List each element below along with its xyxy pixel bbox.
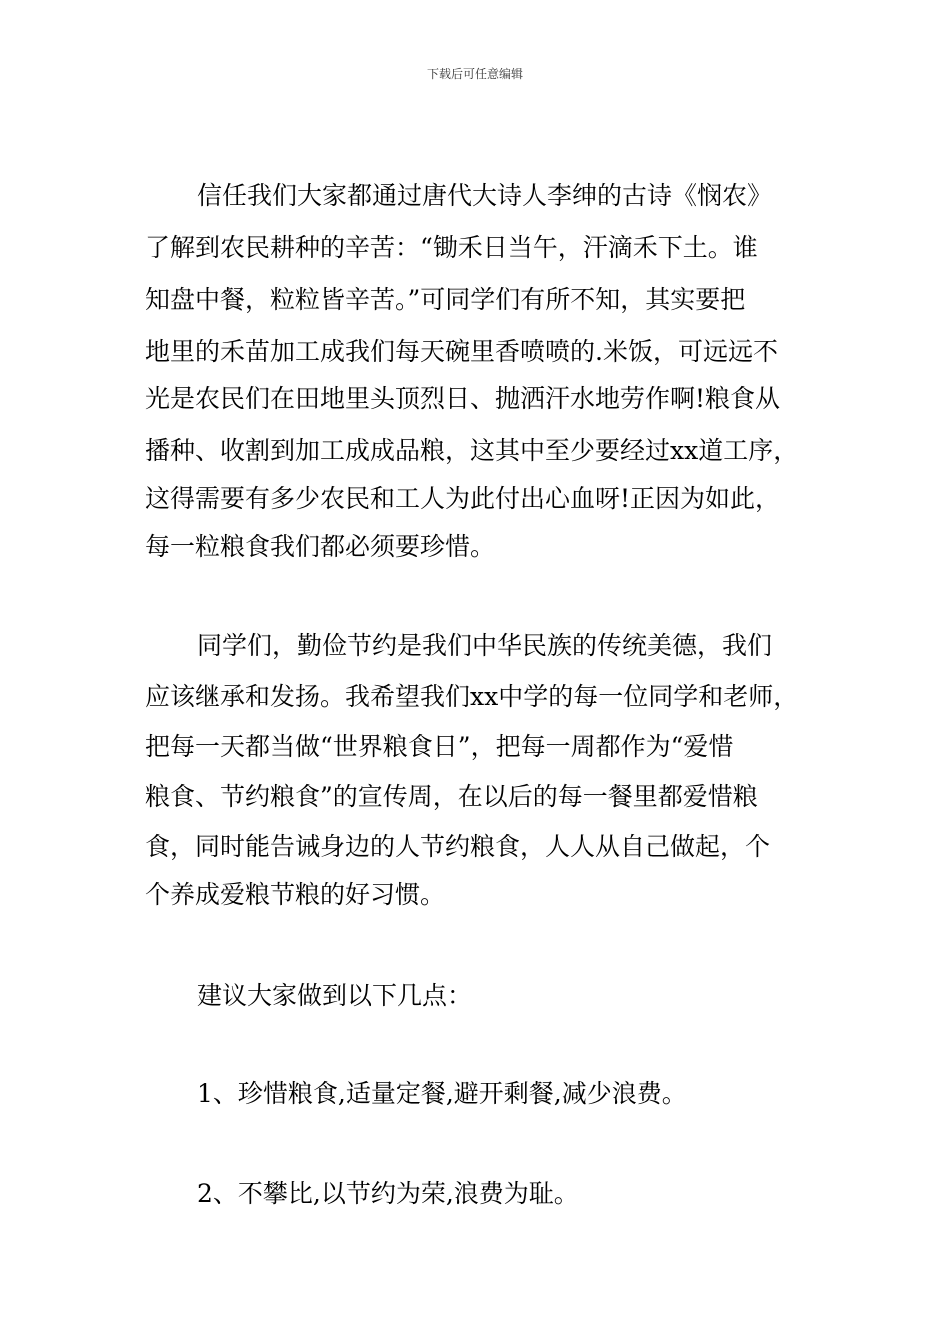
paragraph-line: 光是农民们在田地里头顶烈日、抛洒汗水地劳作啊!粮食从 [145, 384, 781, 413]
paragraph-line: 应该继承和发扬。我希望我们xx中学的每一位同学和老师， [145, 682, 799, 711]
list-item: 2、不攀比,以节约为荣,浪费为耻。 [197, 1179, 579, 1208]
paragraph-line: 建议大家做到以下几点： [197, 981, 473, 1010]
paragraph-line: 每一粒粮食我们都必须要珍惜。 [145, 532, 496, 561]
paragraph-line: 这得需要有多少农民和工人为此付出心血呀!正因为如此， [145, 484, 781, 513]
paragraph-line: 了解到农民耕种的辛苦：“锄禾日当午，汗滴禾下土。谁 [145, 233, 758, 262]
paragraph-line: 同学们，勤俭节约是我们中华民族的传统美德，我们 [197, 631, 773, 660]
list-item: 1、珍惜粮食,适量定餐,避开剩餐,减少浪费。 [197, 1079, 687, 1108]
paragraph-line: 播种、收割到加工成成品粮，这其中至少要经过xx道工序， [145, 436, 799, 465]
paragraph-line: 粮食、节约粮食”的宣传周，在以后的每一餐里都爱惜粮 [145, 782, 758, 811]
paragraph-line: 信任我们大家都通过唐代大诗人李绅的古诗《悯农》 [197, 181, 773, 210]
paragraph-line: 食，同时能告诫身边的人节约粮食，人人从自己做起，个 [145, 832, 771, 861]
paragraph-line: 个养成爱粮节粮的好习惯。 [145, 880, 446, 909]
paragraph-line: 地里的禾苗加工成我们每天碗里香喷喷的.米饭，可远远不 [145, 337, 778, 366]
paragraph-line: 知盘中餐，粒粒皆辛苦。”可同学们有所不知，其实要把 [145, 285, 746, 314]
paragraph-line: 把每一天都当做“世界粮食日”，把每一周都作为“爱惜 [145, 732, 734, 761]
page-header: 下载后可任意编辑 [426, 67, 523, 81]
